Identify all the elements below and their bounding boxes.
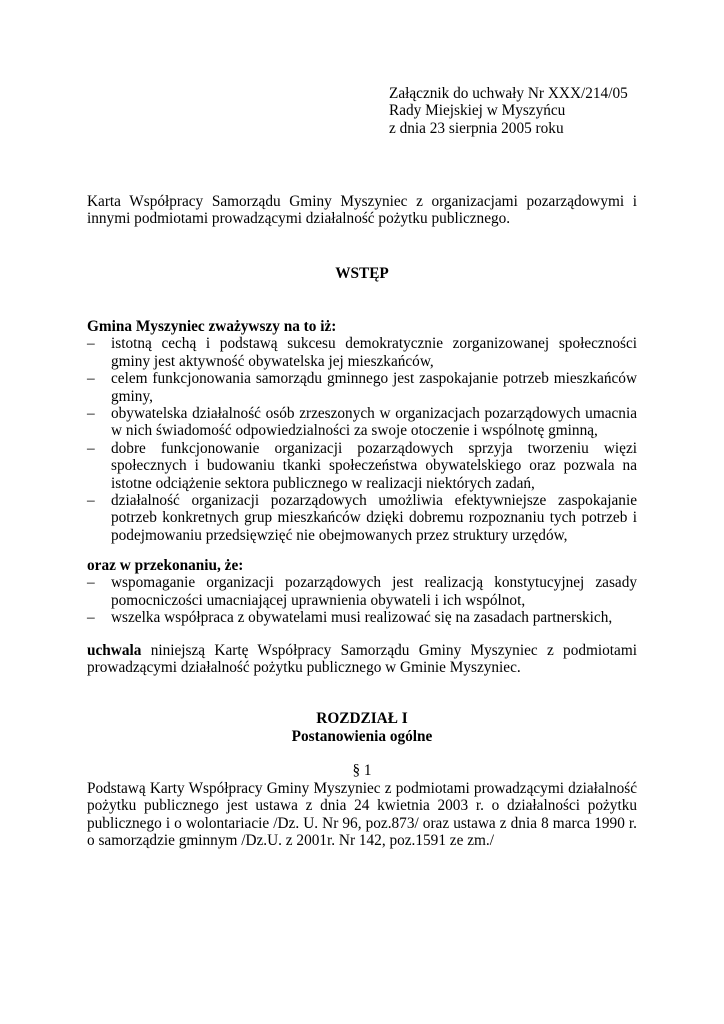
- considering-label: Gmina Myszyniec zważywszy na to iż:: [87, 318, 337, 335]
- list-item: – obywatelska działalność osób zrzeszonych w organizacjach pozarządowych umacnia w nich świadomość odpowiedzialności za swoje otoczenie i wspólnotę gminną,: [87, 405, 637, 440]
- dash-bullet: –: [87, 492, 95, 510]
- list-item: – działalność organizacji pozarządowych umożliwia efektywniejsze zaspokajanie potrzeb konkretnych grup mieszkańców dzięki dobremu rozpoznaniu tych potrzeb i podejmowaniu przedsięwzięć nie obejmowanych przez struktury urzędów,: [87, 492, 637, 544]
- list-item: – wszelka współpraca z obywatelami musi realizować się na zasadach partnerskich,: [87, 609, 613, 627]
- conviction-label: oraz w przekonaniu, że:: [87, 557, 244, 574]
- dash-bullet: –: [87, 609, 95, 627]
- conviction-section: [87, 557, 637, 627]
- list-item: – istotną cechą i podstawą sukcesu demokratycznie zorganizowanej społeczności gminy jest aktywność obywatelska jej mieszkańców,: [87, 335, 637, 370]
- header-line-2: Rady Miejskiej w Myszyńcu: [389, 102, 566, 120]
- resolution-paragraph: [87, 642, 637, 677]
- list-item: – celem funkcjonowania samorządu gminnego jest zaspokajanie potrzeb mieszkańców gminy,: [87, 370, 637, 405]
- dash-bullet: –: [87, 574, 95, 592]
- header-line-1: Załącznik do uchwały Nr XXX/214/05: [389, 85, 628, 102]
- section-mark: § 1: [352, 762, 372, 779]
- attachment-header: [389, 85, 689, 137]
- list-item: – wspomaganie organizacji pozarządowych jest realizacją konstytucyjnej zasady pomocniczości umacniającej uprawnienia obywateli i ich wspólnot,: [87, 574, 637, 609]
- section-1-paragraph: Podstawą Karty Współpracy Gminy Myszyniec z podmiotami prowadzącymi działalność pożytku publicznego jest ustawa z dnia 24 kwietnia 2003 r. o działalności pożytku publicznego i o wolontariacie /Dz. U. Nr 96, poz.873/ oraz ustawa z dnia 8 marca 1990 r. o samorządzie gminnym /Dz.U. z 2001r. Nr 142, poz.1591 ze zm./: [87, 780, 637, 850]
- conviction-list: [87, 574, 637, 626]
- dash-bullet: –: [87, 405, 95, 423]
- document-title: Karta Współpracy Samorządu Gminy Myszyniec z organizacjami pozarządowymi i innymi podmiotami prowadzącymi działalność pożytku publicznego.: [87, 193, 637, 228]
- dash-bullet: –: [87, 439, 95, 457]
- dash-bullet: –: [87, 335, 95, 353]
- resolution-text: niniejszą Kartę Współpracy Samorządu Gminy Myszyniec z podmiotami prowadzącymi działalność pożytku publicznego w Gminie Myszyniec.: [87, 642, 637, 677]
- chapter-heading: ROZDZIAŁ I: [316, 710, 408, 727]
- chapter-subheading: Postanowienia ogólne: [291, 728, 433, 745]
- intro-heading: WSTĘP: [335, 265, 389, 282]
- resolution-keyword: uchwala: [87, 642, 142, 659]
- considering-section: [87, 318, 637, 544]
- considering-list: [87, 335, 637, 544]
- header-line-3: z dnia 23 sierpnia 2005 roku: [389, 119, 564, 137]
- list-item: – dobre funkcjonowanie organizacji pozarządowych sprzyja tworzeniu więzi społecznych i budowaniu tkanki społeczeństwa obywatelskiego oraz pozwala na istotne odciążenie sektora publicznego w realizacji niektórych zadań,: [87, 439, 637, 492]
- dash-bullet: –: [87, 370, 95, 388]
